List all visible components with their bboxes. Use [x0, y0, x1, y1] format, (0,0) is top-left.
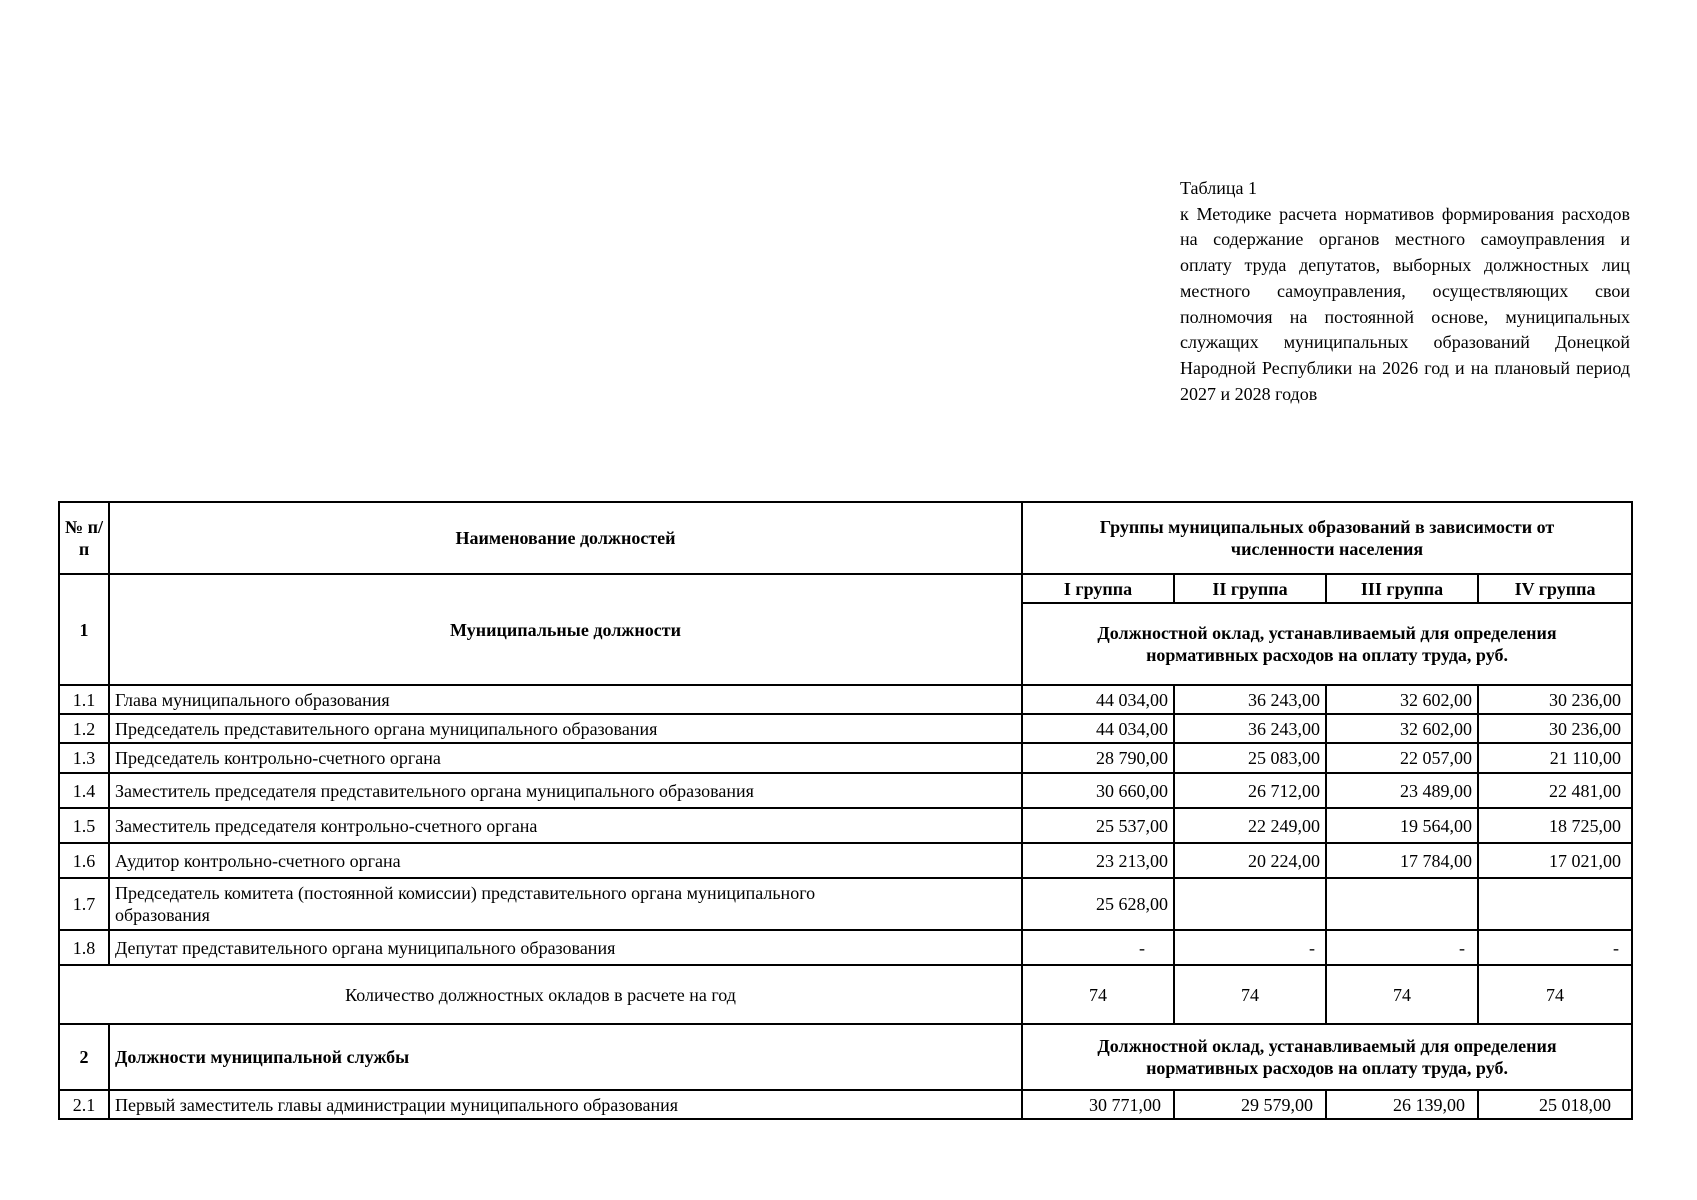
row-value-group-2: - — [1174, 930, 1326, 965]
row-position: Депутат представительного органа муниципального образования — [109, 930, 1022, 965]
group-label-4: IV группа — [1478, 574, 1632, 603]
row-value-group-3 — [1326, 878, 1478, 930]
row-value-group-2: 22 249,00 — [1174, 808, 1326, 843]
row-value-group-2: 29 579,00 — [1174, 1090, 1326, 1119]
row-value-group-3: 23 489,00 — [1326, 773, 1478, 808]
salary-count-row — [59, 965, 1632, 1024]
table-row — [59, 685, 1632, 714]
section2-header-row — [59, 1024, 1632, 1090]
group-label-3: III группа — [1326, 574, 1478, 603]
row-position: Председатель комитета (постоянной комиссии) представительного органа муниципального образования — [109, 878, 1022, 930]
row-value-group-3: 17 784,00 — [1326, 843, 1478, 878]
row-value-group-3: 32 602,00 — [1326, 714, 1478, 743]
header-num: № п/п — [59, 502, 109, 574]
header-groups-title: Группы муниципальных образований в зависимости от численности населения — [1022, 502, 1632, 574]
section2-title: Должности муниципальной службы — [109, 1024, 1022, 1090]
section1-salary-note: Должностной оклад, устанавливаемый для определения нормативных расходов на оплату труда, руб. — [1022, 603, 1632, 685]
row-num: 2.1 — [59, 1090, 109, 1119]
table-row — [59, 714, 1632, 743]
salary-count-group-2: 74 — [1174, 965, 1326, 1024]
salary-count-group-1: 74 — [1022, 965, 1174, 1024]
row-position: Аудитор контрольно-счетного органа — [109, 843, 1022, 878]
table-row — [59, 843, 1632, 878]
row-value-group-4: 21 110,00 — [1478, 743, 1632, 773]
row-position: Первый заместитель главы администрации муниципального образования — [109, 1090, 1022, 1119]
row-value-group-4: 22 481,00 — [1478, 773, 1632, 808]
table-row — [59, 930, 1632, 965]
table-row — [59, 773, 1632, 808]
row-value-group-4: 18 725,00 — [1478, 808, 1632, 843]
row-value-group-1: - — [1022, 930, 1174, 965]
table-row — [59, 878, 1632, 930]
annex-text: к Методике расчета нормативов формирования расходов на содержание органов местного самоуправления и оплату труда депутатов, выборных должностных лиц местного самоуправления, осуществляющих свои полномочия на постоянной основе, муниципальных служащих муниципальных образований Донецкой Народной Республики на 2026 год и на плановый период 2027 и 2028 годов — [1180, 203, 1630, 404]
row-value-group-1: 28 790,00 — [1022, 743, 1174, 773]
row-value-group-3: 32 602,00 — [1326, 685, 1478, 714]
row-value-group-1: 44 034,00 — [1022, 714, 1174, 743]
row-position: Заместитель председателя контрольно-счетного органа — [109, 808, 1022, 843]
row-num: 1.3 — [59, 743, 109, 773]
row-value-group-2: 36 243,00 — [1174, 685, 1326, 714]
table-row — [59, 1090, 1632, 1119]
section2-salary-note: Должностной оклад, устанавливаемый для определения нормативных расходов на оплату труда, руб. — [1022, 1024, 1632, 1090]
row-value-group-4: 17 021,00 — [1478, 843, 1632, 878]
table-row — [59, 808, 1632, 843]
header-position-name: Наименование должностей — [109, 502, 1022, 574]
table-row — [59, 743, 1632, 773]
section1-title: Муниципальные должности — [109, 574, 1022, 685]
row-value-group-2: 36 243,00 — [1174, 714, 1326, 743]
row-num: 1.7 — [59, 878, 109, 930]
row-value-group-4: - — [1478, 930, 1632, 965]
row-position: Глава муниципального образования — [109, 685, 1022, 714]
row-value-group-3: 19 564,00 — [1326, 808, 1478, 843]
table-header-row — [59, 502, 1632, 574]
row-value-group-1: 30 771,00 — [1022, 1090, 1174, 1119]
row-value-group-3: 26 139,00 — [1326, 1090, 1478, 1119]
row-num: 1.5 — [59, 808, 109, 843]
section2-num: 2 — [59, 1024, 109, 1090]
row-value-group-4: 25 018,00 — [1478, 1090, 1632, 1119]
row-value-group-1: 23 213,00 — [1022, 843, 1174, 878]
row-position: Председатель представительного органа муниципального образования — [109, 714, 1022, 743]
row-value-group-4: 30 236,00 — [1478, 714, 1632, 743]
row-num: 1.6 — [59, 843, 109, 878]
row-value-group-4: 30 236,00 — [1478, 685, 1632, 714]
row-num: 1.8 — [59, 930, 109, 965]
row-value-group-2: 25 083,00 — [1174, 743, 1326, 773]
row-value-group-1: 44 034,00 — [1022, 685, 1174, 714]
annex-title: Таблица 1 — [1180, 178, 1257, 198]
row-position: Председатель контрольно-счетного органа — [109, 743, 1022, 773]
row-value-group-2: 26 712,00 — [1174, 773, 1326, 808]
group-label-2: II группа — [1174, 574, 1326, 603]
group-labels-row — [59, 574, 1632, 603]
row-value-group-3: - — [1326, 930, 1478, 965]
row-value-group-1: 30 660,00 — [1022, 773, 1174, 808]
salary-count-group-3: 74 — [1326, 965, 1478, 1024]
table-annex-caption — [1180, 176, 1630, 407]
row-value-group-2: 20 224,00 — [1174, 843, 1326, 878]
row-num: 1.2 — [59, 714, 109, 743]
salary-norms-table — [58, 501, 1633, 1120]
row-value-group-1: 25 537,00 — [1022, 808, 1174, 843]
row-value-group-3: 22 057,00 — [1326, 743, 1478, 773]
row-value-group-2 — [1174, 878, 1326, 930]
group-label-1: I группа — [1022, 574, 1174, 603]
row-num: 1.1 — [59, 685, 109, 714]
salary-count-group-4: 74 — [1478, 965, 1632, 1024]
row-position: Заместитель председателя представительного органа муниципального образования — [109, 773, 1022, 808]
section1-num: 1 — [59, 574, 109, 685]
row-num: 1.4 — [59, 773, 109, 808]
salary-count-label: Количество должностных окладов в расчете на год — [59, 965, 1022, 1024]
row-value-group-4 — [1478, 878, 1632, 930]
row-value-group-1: 25 628,00 — [1022, 878, 1174, 930]
